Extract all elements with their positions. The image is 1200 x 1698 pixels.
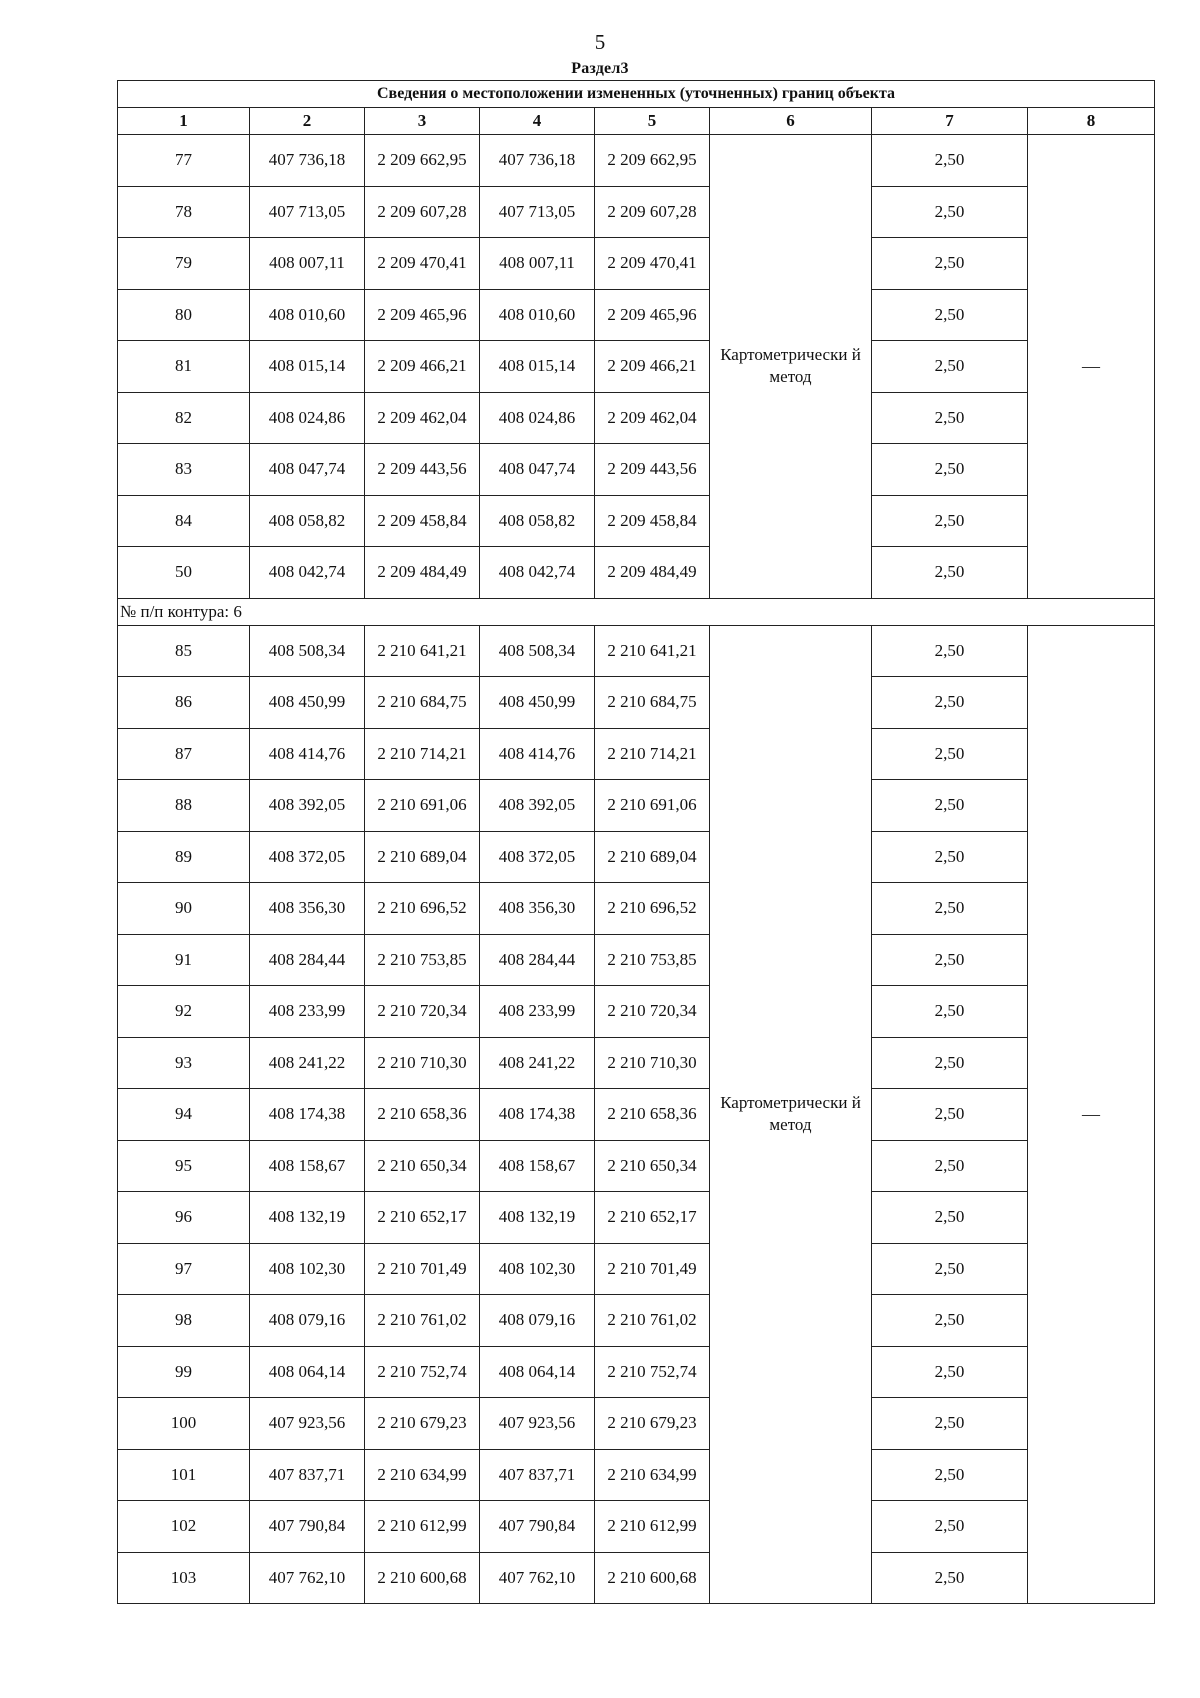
y-old-cell: 2 210 761,02 bbox=[365, 1295, 480, 1347]
note-cell: — bbox=[1028, 625, 1155, 1604]
accuracy-cell: 2,50 bbox=[872, 186, 1028, 238]
x-new-cell: 407 736,18 bbox=[480, 135, 595, 187]
x-old-cell: 408 015,14 bbox=[250, 341, 365, 393]
accuracy-cell: 2,50 bbox=[872, 1398, 1028, 1450]
x-old-cell: 408 007,11 bbox=[250, 238, 365, 290]
x-old-cell: 407 713,05 bbox=[250, 186, 365, 238]
table-row bbox=[118, 1140, 1155, 1192]
table-row bbox=[118, 728, 1155, 780]
y-old-cell: 2 210 752,74 bbox=[365, 1346, 480, 1398]
accuracy-cell: 2,50 bbox=[872, 1037, 1028, 1089]
table-row bbox=[118, 1192, 1155, 1244]
point-number-cell: 99 bbox=[118, 1346, 250, 1398]
point-number-cell: 98 bbox=[118, 1295, 250, 1347]
x-new-cell: 408 233,99 bbox=[480, 986, 595, 1038]
table-row bbox=[118, 677, 1155, 729]
x-new-cell: 408 042,74 bbox=[480, 547, 595, 599]
y-new-cell: 2 210 710,30 bbox=[595, 1037, 710, 1089]
accuracy-cell: 2,50 bbox=[872, 831, 1028, 883]
y-new-cell: 2 210 600,68 bbox=[595, 1552, 710, 1604]
x-old-cell: 408 414,76 bbox=[250, 728, 365, 780]
accuracy-cell: 2,50 bbox=[872, 289, 1028, 341]
section-title: Раздел3 bbox=[571, 60, 629, 77]
x-old-cell: 408 102,30 bbox=[250, 1243, 365, 1295]
accuracy-cell: 2,50 bbox=[872, 135, 1028, 187]
x-old-cell: 407 923,56 bbox=[250, 1398, 365, 1450]
table-row bbox=[118, 1346, 1155, 1398]
accuracy-cell: 2,50 bbox=[872, 1501, 1028, 1553]
x-new-cell: 408 132,19 bbox=[480, 1192, 595, 1244]
x-old-cell: 408 450,99 bbox=[250, 677, 365, 729]
accuracy-cell: 2,50 bbox=[872, 1192, 1028, 1244]
y-old-cell: 2 210 710,30 bbox=[365, 1037, 480, 1089]
x-new-cell: 408 450,99 bbox=[480, 677, 595, 729]
y-old-cell: 2 209 443,56 bbox=[365, 444, 480, 496]
point-number-cell: 89 bbox=[118, 831, 250, 883]
table-row bbox=[118, 444, 1155, 496]
y-old-cell: 2 210 652,17 bbox=[365, 1192, 480, 1244]
y-old-cell: 2 210 634,99 bbox=[365, 1449, 480, 1501]
point-number-cell: 88 bbox=[118, 780, 250, 832]
y-old-cell: 2 209 607,28 bbox=[365, 186, 480, 238]
accuracy-cell: 2,50 bbox=[872, 986, 1028, 1038]
point-number-cell: 82 bbox=[118, 392, 250, 444]
column-header: 1 bbox=[118, 108, 250, 135]
point-number-cell: 91 bbox=[118, 934, 250, 986]
x-old-cell: 407 837,71 bbox=[250, 1449, 365, 1501]
table-body bbox=[118, 135, 1155, 1604]
y-old-cell: 2 209 470,41 bbox=[365, 238, 480, 290]
y-old-cell: 2 210 679,23 bbox=[365, 1398, 480, 1450]
x-old-cell: 408 372,05 bbox=[250, 831, 365, 883]
table-row bbox=[118, 289, 1155, 341]
point-number-cell: 80 bbox=[118, 289, 250, 341]
x-old-cell: 408 010,60 bbox=[250, 289, 365, 341]
y-new-cell: 2 210 634,99 bbox=[595, 1449, 710, 1501]
y-old-cell: 2 210 612,99 bbox=[365, 1501, 480, 1553]
column-header: 8 bbox=[1028, 108, 1155, 135]
y-new-cell: 2 210 720,34 bbox=[595, 986, 710, 1038]
y-old-cell: 2 209 484,49 bbox=[365, 547, 480, 599]
table-row bbox=[118, 547, 1155, 599]
y-old-cell: 2 210 720,34 bbox=[365, 986, 480, 1038]
accuracy-cell: 2,50 bbox=[872, 1449, 1028, 1501]
accuracy-cell: 2,50 bbox=[872, 677, 1028, 729]
contour-label: № п/п контура: 6 bbox=[118, 598, 1155, 625]
x-new-cell: 408 508,34 bbox=[480, 625, 595, 677]
y-old-cell: 2 210 684,75 bbox=[365, 677, 480, 729]
y-new-cell: 2 210 701,49 bbox=[595, 1243, 710, 1295]
x-old-cell: 408 042,74 bbox=[250, 547, 365, 599]
accuracy-cell: 2,50 bbox=[872, 392, 1028, 444]
table-row bbox=[118, 934, 1155, 986]
point-number-cell: 83 bbox=[118, 444, 250, 496]
accuracy-cell: 2,50 bbox=[872, 1089, 1028, 1141]
accuracy-cell: 2,50 bbox=[872, 1346, 1028, 1398]
x-new-cell: 407 923,56 bbox=[480, 1398, 595, 1450]
x-new-cell: 408 024,86 bbox=[480, 392, 595, 444]
x-new-cell: 408 015,14 bbox=[480, 341, 595, 393]
y-old-cell: 2 210 753,85 bbox=[365, 934, 480, 986]
boundary-table bbox=[117, 80, 1155, 1604]
column-header: 5 bbox=[595, 108, 710, 135]
y-new-cell: 2 210 714,21 bbox=[595, 728, 710, 780]
method-cell: Картометрически й метод bbox=[710, 625, 872, 1604]
x-new-cell: 407 713,05 bbox=[480, 186, 595, 238]
table-caption: Сведения о местоположении измененных (уточненных) границ объекта bbox=[118, 81, 1155, 108]
y-old-cell: 2 209 466,21 bbox=[365, 341, 480, 393]
y-new-cell: 2 209 443,56 bbox=[595, 444, 710, 496]
table-row bbox=[118, 1449, 1155, 1501]
point-number-cell: 103 bbox=[118, 1552, 250, 1604]
x-new-cell: 408 372,05 bbox=[480, 831, 595, 883]
column-header: 4 bbox=[480, 108, 595, 135]
table-row bbox=[118, 1398, 1155, 1450]
point-number-cell: 102 bbox=[118, 1501, 250, 1553]
y-old-cell: 2 210 714,21 bbox=[365, 728, 480, 780]
x-old-cell: 407 736,18 bbox=[250, 135, 365, 187]
point-number-cell: 87 bbox=[118, 728, 250, 780]
point-number-cell: 94 bbox=[118, 1089, 250, 1141]
y-new-cell: 2 210 612,99 bbox=[595, 1501, 710, 1553]
y-old-cell: 2 210 689,04 bbox=[365, 831, 480, 883]
table-row bbox=[118, 883, 1155, 935]
point-number-cell: 97 bbox=[118, 1243, 250, 1295]
x-new-cell: 408 064,14 bbox=[480, 1346, 595, 1398]
table-row bbox=[118, 1552, 1155, 1604]
y-new-cell: 2 209 462,04 bbox=[595, 392, 710, 444]
y-new-cell: 2 210 684,75 bbox=[595, 677, 710, 729]
point-number-cell: 86 bbox=[118, 677, 250, 729]
table-row bbox=[118, 1243, 1155, 1295]
y-new-cell: 2 209 607,28 bbox=[595, 186, 710, 238]
x-new-cell: 407 790,84 bbox=[480, 1501, 595, 1553]
y-new-cell: 2 210 761,02 bbox=[595, 1295, 710, 1347]
x-new-cell: 408 007,11 bbox=[480, 238, 595, 290]
x-old-cell: 408 158,67 bbox=[250, 1140, 365, 1192]
x-old-cell: 408 079,16 bbox=[250, 1295, 365, 1347]
table-row bbox=[118, 780, 1155, 832]
y-new-cell: 2 210 691,06 bbox=[595, 780, 710, 832]
y-old-cell: 2 210 696,52 bbox=[365, 883, 480, 935]
x-old-cell: 408 392,05 bbox=[250, 780, 365, 832]
accuracy-cell: 2,50 bbox=[872, 495, 1028, 547]
accuracy-cell: 2,50 bbox=[872, 883, 1028, 935]
point-number-cell: 84 bbox=[118, 495, 250, 547]
x-new-cell: 408 414,76 bbox=[480, 728, 595, 780]
x-new-cell: 408 047,74 bbox=[480, 444, 595, 496]
point-number-cell: 95 bbox=[118, 1140, 250, 1192]
y-old-cell: 2 210 641,21 bbox=[365, 625, 480, 677]
x-new-cell: 407 837,71 bbox=[480, 1449, 595, 1501]
x-old-cell: 408 058,82 bbox=[250, 495, 365, 547]
y-new-cell: 2 209 465,96 bbox=[595, 289, 710, 341]
column-number-row bbox=[118, 108, 1155, 135]
y-old-cell: 2 210 691,06 bbox=[365, 780, 480, 832]
point-number-cell: 92 bbox=[118, 986, 250, 1038]
accuracy-cell: 2,50 bbox=[872, 934, 1028, 986]
y-new-cell: 2 210 752,74 bbox=[595, 1346, 710, 1398]
y-old-cell: 2 209 662,95 bbox=[365, 135, 480, 187]
y-old-cell: 2 209 458,84 bbox=[365, 495, 480, 547]
y-new-cell: 2 210 696,52 bbox=[595, 883, 710, 935]
table-row bbox=[118, 986, 1155, 1038]
table-row bbox=[118, 1501, 1155, 1553]
column-header: 3 bbox=[365, 108, 480, 135]
accuracy-cell: 2,50 bbox=[872, 728, 1028, 780]
table-row bbox=[118, 831, 1155, 883]
x-old-cell: 408 284,44 bbox=[250, 934, 365, 986]
accuracy-cell: 2,50 bbox=[872, 547, 1028, 599]
x-old-cell: 408 356,30 bbox=[250, 883, 365, 935]
y-old-cell: 2 210 701,49 bbox=[365, 1243, 480, 1295]
table-row bbox=[118, 1089, 1155, 1141]
x-old-cell: 408 241,22 bbox=[250, 1037, 365, 1089]
accuracy-cell: 2,50 bbox=[872, 341, 1028, 393]
y-new-cell: 2 210 641,21 bbox=[595, 625, 710, 677]
accuracy-cell: 2,50 bbox=[872, 780, 1028, 832]
x-new-cell: 408 356,30 bbox=[480, 883, 595, 935]
column-header: 7 bbox=[872, 108, 1028, 135]
table-row bbox=[118, 341, 1155, 393]
accuracy-cell: 2,50 bbox=[872, 1295, 1028, 1347]
y-new-cell: 2 210 679,23 bbox=[595, 1398, 710, 1450]
y-new-cell: 2 210 689,04 bbox=[595, 831, 710, 883]
accuracy-cell: 2,50 bbox=[872, 238, 1028, 290]
y-new-cell: 2 210 652,17 bbox=[595, 1192, 710, 1244]
table-row bbox=[118, 625, 1155, 677]
accuracy-cell: 2,50 bbox=[872, 1140, 1028, 1192]
x-old-cell: 408 508,34 bbox=[250, 625, 365, 677]
x-new-cell: 408 010,60 bbox=[480, 289, 595, 341]
accuracy-cell: 2,50 bbox=[872, 625, 1028, 677]
y-new-cell: 2 209 466,21 bbox=[595, 341, 710, 393]
x-old-cell: 407 762,10 bbox=[250, 1552, 365, 1604]
y-old-cell: 2 209 465,96 bbox=[365, 289, 480, 341]
contour-row bbox=[118, 598, 1155, 625]
point-number-cell: 90 bbox=[118, 883, 250, 935]
point-number-cell: 100 bbox=[118, 1398, 250, 1450]
y-old-cell: 2 210 658,36 bbox=[365, 1089, 480, 1141]
x-old-cell: 408 132,19 bbox=[250, 1192, 365, 1244]
x-old-cell: 408 024,86 bbox=[250, 392, 365, 444]
x-new-cell: 408 102,30 bbox=[480, 1243, 595, 1295]
x-new-cell: 408 174,38 bbox=[480, 1089, 595, 1141]
y-new-cell: 2 210 753,85 bbox=[595, 934, 710, 986]
table-row bbox=[118, 135, 1155, 187]
x-new-cell: 408 158,67 bbox=[480, 1140, 595, 1192]
y-new-cell: 2 209 662,95 bbox=[595, 135, 710, 187]
point-number-cell: 78 bbox=[118, 186, 250, 238]
x-old-cell: 408 174,38 bbox=[250, 1089, 365, 1141]
x-old-cell: 407 790,84 bbox=[250, 1501, 365, 1553]
note-cell: — bbox=[1028, 135, 1155, 599]
point-number-cell: 93 bbox=[118, 1037, 250, 1089]
y-old-cell: 2 210 650,34 bbox=[365, 1140, 480, 1192]
y-new-cell: 2 210 658,36 bbox=[595, 1089, 710, 1141]
x-new-cell: 408 241,22 bbox=[480, 1037, 595, 1089]
table-row bbox=[118, 1295, 1155, 1347]
x-new-cell: 408 392,05 bbox=[480, 780, 595, 832]
x-old-cell: 408 233,99 bbox=[250, 986, 365, 1038]
x-old-cell: 408 047,74 bbox=[250, 444, 365, 496]
accuracy-cell: 2,50 bbox=[872, 1552, 1028, 1604]
point-number-cell: 77 bbox=[118, 135, 250, 187]
y-new-cell: 2 209 458,84 bbox=[595, 495, 710, 547]
method-cell: Картометрически й метод bbox=[710, 135, 872, 599]
table-row bbox=[118, 1037, 1155, 1089]
x-new-cell: 408 079,16 bbox=[480, 1295, 595, 1347]
y-new-cell: 2 209 470,41 bbox=[595, 238, 710, 290]
x-new-cell: 407 762,10 bbox=[480, 1552, 595, 1604]
accuracy-cell: 2,50 bbox=[872, 444, 1028, 496]
point-number-cell: 81 bbox=[118, 341, 250, 393]
column-header: 6 bbox=[710, 108, 872, 135]
table-row bbox=[118, 392, 1155, 444]
point-number-cell: 96 bbox=[118, 1192, 250, 1244]
column-header: 2 bbox=[250, 108, 365, 135]
table-row bbox=[118, 495, 1155, 547]
table-row bbox=[118, 238, 1155, 290]
point-number-cell: 79 bbox=[118, 238, 250, 290]
point-number-cell: 50 bbox=[118, 547, 250, 599]
y-new-cell: 2 210 650,34 bbox=[595, 1140, 710, 1192]
x-new-cell: 408 284,44 bbox=[480, 934, 595, 986]
point-number-cell: 101 bbox=[118, 1449, 250, 1501]
x-old-cell: 408 064,14 bbox=[250, 1346, 365, 1398]
page-number: 5 bbox=[594, 30, 606, 54]
x-new-cell: 408 058,82 bbox=[480, 495, 595, 547]
y-old-cell: 2 209 462,04 bbox=[365, 392, 480, 444]
table-row bbox=[118, 186, 1155, 238]
accuracy-cell: 2,50 bbox=[872, 1243, 1028, 1295]
y-old-cell: 2 210 600,68 bbox=[365, 1552, 480, 1604]
point-number-cell: 85 bbox=[118, 625, 250, 677]
y-new-cell: 2 209 484,49 bbox=[595, 547, 710, 599]
